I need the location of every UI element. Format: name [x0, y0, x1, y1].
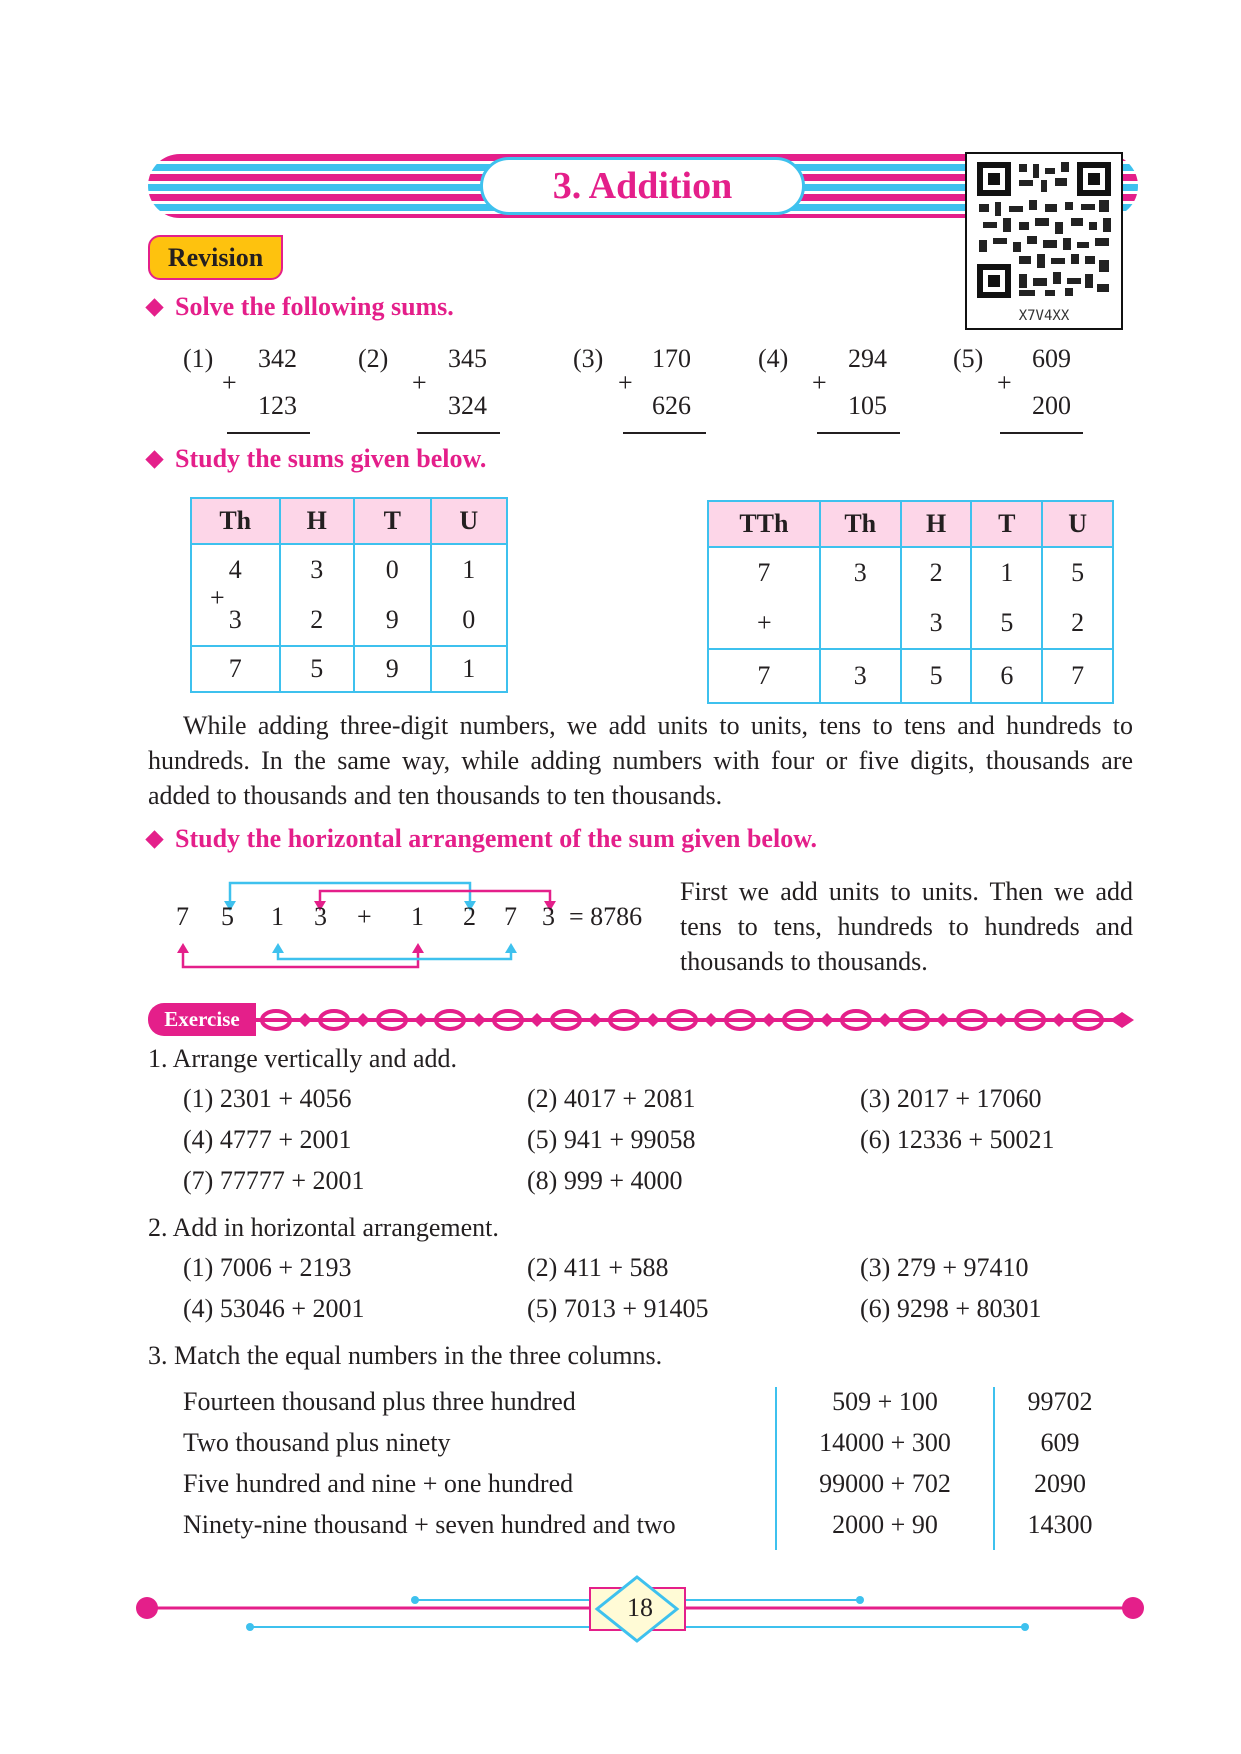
diamond-bullet-icon	[145, 298, 163, 316]
table-header: T	[354, 498, 430, 544]
sum-bottom: 324	[448, 391, 487, 420]
table-cell	[191, 544, 280, 646]
sum-sign: +	[222, 368, 237, 397]
table-cell	[431, 544, 508, 646]
plus-sign: +	[757, 608, 772, 637]
digit: 3	[542, 902, 555, 931]
sum-bottom: 105	[848, 391, 887, 420]
diamond-bullet-icon	[145, 830, 163, 848]
table-header: Th	[191, 498, 280, 544]
table-cell	[1042, 547, 1113, 649]
digit: 9	[385, 605, 399, 634]
match-col1-item: Ninety-nine thousand + seven hundred and two	[183, 1510, 676, 1539]
section-heading-solve	[148, 292, 454, 322]
sum-top: 345	[448, 344, 487, 373]
sum-top: 342	[258, 344, 297, 373]
sum-index: (5)	[953, 344, 984, 373]
q2-item: (1) 7006 + 2193	[183, 1253, 352, 1282]
digit: 3	[853, 558, 867, 587]
digit: 3	[929, 608, 943, 637]
digit: 1	[411, 902, 424, 931]
plus-sign: +	[357, 902, 372, 931]
match-col3-item: 2090	[1034, 1469, 1086, 1498]
q2-item: (5) 7013 + 91405	[527, 1294, 709, 1323]
table-cell	[901, 547, 972, 649]
match-col2-item: 2000 + 90	[832, 1510, 938, 1539]
qr-code-label: X7V4XX	[1018, 308, 1070, 324]
table-header: U	[1042, 501, 1113, 547]
table-cell	[280, 544, 355, 646]
match-col1-item: Fourteen thousand plus three hundred	[183, 1387, 576, 1416]
section-heading-text: Study the horizontal arrangement of the sum given below.	[175, 824, 818, 853]
digit: 7	[176, 902, 189, 931]
table-header: T	[971, 501, 1042, 547]
sum-bottom: 200	[1032, 391, 1071, 420]
digit: 2	[1071, 608, 1085, 637]
chain-divider-icon	[256, 1004, 1138, 1036]
section-heading-horizontal	[148, 824, 817, 854]
q1-item: (3) 2017 + 17060	[860, 1084, 1042, 1113]
q1-item: (4) 4777 + 2001	[183, 1125, 352, 1154]
result-cell: 3	[820, 649, 901, 703]
table-header: H	[280, 498, 355, 544]
sum-sign: +	[618, 368, 633, 397]
column-divider	[993, 1387, 995, 1550]
sum-line	[817, 432, 900, 434]
arrow-tens-icon	[230, 883, 470, 907]
table-header: H	[901, 501, 972, 547]
column-divider	[775, 1387, 777, 1550]
match-col3-item: 14300	[1027, 1510, 1093, 1539]
question-1-title: 1. Arrange vertically and add.	[148, 1044, 457, 1073]
q2-item: (3) 279 + 97410	[860, 1253, 1029, 1282]
diamond-bullet-icon	[145, 450, 163, 468]
sum-result: = 8786	[569, 902, 643, 931]
sum-top: 294	[848, 344, 887, 373]
section-heading-text: Study the sums given below.	[175, 444, 487, 473]
sum-line	[1000, 432, 1083, 434]
digit: 2	[929, 558, 943, 587]
sum-sign: +	[412, 368, 427, 397]
table-cell	[354, 544, 430, 646]
q1-item: (7) 77777 + 2001	[183, 1166, 365, 1195]
digit: 5	[221, 902, 234, 931]
digit: 5	[1000, 608, 1014, 637]
digit: 1	[462, 555, 476, 584]
sum-bottom: 123	[258, 391, 297, 420]
section-heading-study	[148, 444, 486, 474]
result-cell: 7	[191, 646, 280, 692]
title-box	[480, 157, 805, 215]
qr-pattern-icon	[975, 160, 1113, 300]
match-col2-item: 99000 + 702	[819, 1469, 951, 1498]
table-header: TTh	[708, 501, 820, 547]
explanation-paragraph: While adding three-digit numbers, we add units to units, tens to tens and hundreds to hundreds. In the same way, while adding numbers with four or five digits, thousands are added to thousands and ten thousands to ten thousands.	[148, 711, 1133, 810]
q1-item: (1) 2301 + 4056	[183, 1084, 352, 1113]
table-cell	[971, 547, 1042, 649]
q1-item: (2) 4017 + 2081	[527, 1084, 696, 1113]
match-col3-item: 609	[1040, 1428, 1080, 1457]
table-cell	[820, 547, 901, 649]
revision-badge: Revision	[148, 235, 283, 280]
result-cell: 7	[708, 649, 820, 703]
horizontal-explanation: First we add units to units. Then we add tens to tens, hundreds to hundreds and thousands to thousands.	[680, 877, 1133, 976]
result-cell: 5	[280, 646, 355, 692]
digit: 3	[314, 902, 327, 931]
result-cell: 5	[901, 649, 972, 703]
digit: 0	[462, 605, 476, 634]
result-cell: 9	[354, 646, 430, 692]
sum-index: (3)	[573, 344, 604, 373]
result-cell: 1	[431, 646, 508, 692]
digit: 3	[310, 555, 324, 584]
arrow-hundreds-icon	[278, 947, 511, 959]
sum-sign: +	[997, 368, 1012, 397]
digit: 2	[463, 902, 476, 931]
digit: 0	[385, 555, 399, 584]
match-col2-item: 14000 + 300	[819, 1428, 951, 1457]
match-col2-item: 509 + 100	[832, 1387, 938, 1416]
page-number: 18	[627, 1592, 653, 1622]
q1-item: (8) 999 + 4000	[527, 1166, 683, 1195]
sum-line	[623, 432, 706, 434]
page-title: 3. Addition	[552, 165, 733, 207]
arrow-thousands-icon	[183, 947, 418, 967]
sum-line	[417, 432, 500, 434]
table-cell	[708, 547, 820, 649]
match-col3-item: 99702	[1027, 1387, 1093, 1416]
result-cell: 6	[971, 649, 1042, 703]
digit: 5	[1071, 558, 1085, 587]
digit: 3	[228, 605, 242, 634]
table-header: Th	[820, 501, 901, 547]
qr-code	[965, 152, 1123, 330]
sum-line	[227, 432, 310, 434]
q2-item: (4) 53046 + 2001	[183, 1294, 365, 1323]
place-value-table-1	[190, 497, 508, 693]
digit: 7	[504, 902, 517, 931]
result-cell: 7	[1042, 649, 1113, 703]
question-3-title: 3. Match the equal numbers in the three columns.	[148, 1341, 663, 1370]
sum-sign: +	[812, 368, 827, 397]
sum-bottom: 626	[652, 391, 691, 420]
q1-item: (6) 12336 + 50021	[860, 1125, 1055, 1154]
q1-item: (5) 941 + 99058	[527, 1125, 696, 1154]
place-value-table-2	[707, 500, 1114, 704]
digit: 4	[228, 555, 242, 584]
section-heading-text: Solve the following sums.	[175, 292, 454, 321]
sum-index: (2)	[358, 344, 389, 373]
q2-item: (6) 9298 + 80301	[860, 1294, 1042, 1323]
digit	[821, 608, 900, 638]
plus-sign: +	[210, 583, 225, 612]
digit: 2	[310, 605, 324, 634]
digit: 7	[757, 558, 771, 587]
sum-index: (1)	[183, 344, 214, 373]
sum-top: 609	[1032, 344, 1071, 373]
match-col1-item: Five hundred and nine + one hundred	[183, 1469, 574, 1498]
question-2-title: 2. Add in horizontal arrangement.	[148, 1213, 499, 1242]
q2-item: (2) 411 + 588	[527, 1253, 669, 1282]
match-col1-item: Two thousand plus ninety	[183, 1428, 451, 1457]
sum-index: (4)	[758, 344, 789, 373]
digit: 1	[271, 902, 284, 931]
sum-top: 170	[652, 344, 691, 373]
digit: 1	[1000, 558, 1014, 587]
table-header: U	[431, 498, 508, 544]
exercise-badge: Exercise	[148, 1003, 256, 1036]
